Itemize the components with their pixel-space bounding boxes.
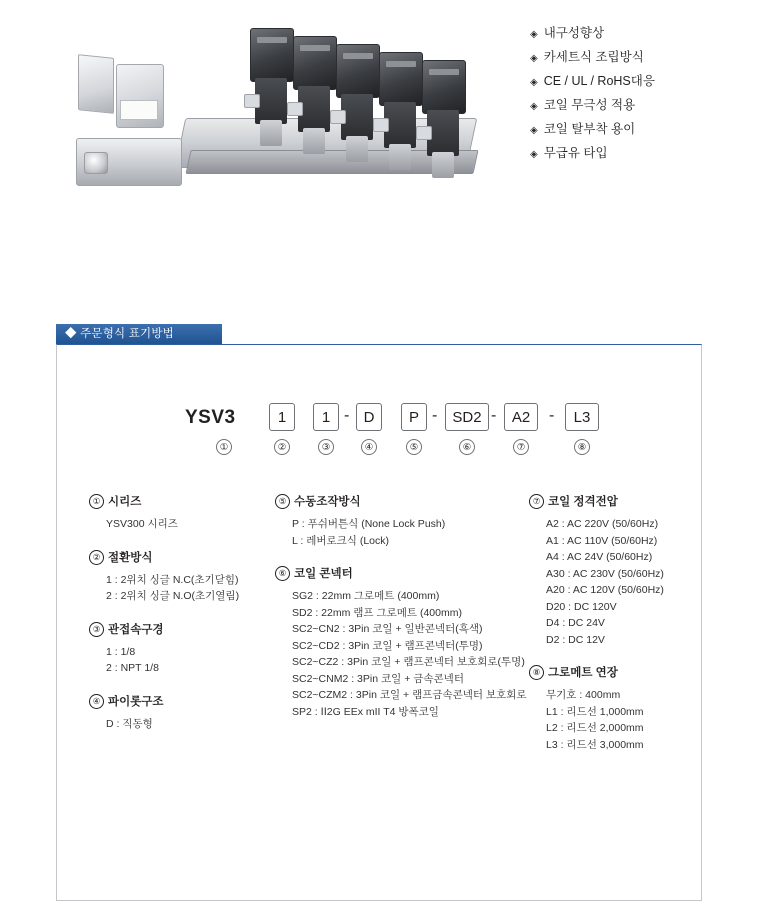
legend-item: P : 푸쉬버튼식 (None Lock Push) [292, 518, 446, 530]
feature-list [530, 22, 730, 166]
feature-item [530, 70, 730, 94]
order-code-box-8[interactable]: L3 [565, 403, 599, 431]
valve-stem [389, 144, 411, 170]
valve-knob [416, 126, 432, 140]
legend-column-2 [275, 493, 525, 736]
legend-group [89, 549, 269, 605]
legend-item: 1 : 1/8 [106, 645, 136, 658]
legend-group-title [529, 493, 709, 509]
legend-group-label: 파이롯구조 [108, 695, 164, 708]
legend-item: L1 : 리드선 1,000mm [546, 705, 644, 718]
valve-unit [250, 28, 292, 148]
product-photo [60, 10, 500, 210]
legend-group-label: 그로메트 연장 [548, 667, 618, 679]
legend-column-1 [89, 493, 269, 748]
legend-item: L2 : 리드선 2,000mm [546, 722, 644, 734]
valve-manifold-illustration [180, 18, 480, 198]
legend-group [275, 565, 525, 720]
legend-group-number: ④ [89, 694, 104, 709]
feature-label: 코일 무극성 적용 [543, 98, 636, 112]
feature-item [530, 142, 730, 166]
legend-group-number: ② [89, 550, 104, 565]
legend-group-title [275, 565, 525, 581]
legend-group-number: ① [89, 494, 104, 509]
legend-item: 무기호 : 400mm [546, 689, 621, 701]
order-code-box-2[interactable]: 1 [269, 403, 295, 431]
valve-coil [293, 36, 337, 90]
diamond-bullet-icon: ◈ [530, 77, 538, 88]
feature-label: 카세트식 조립방식 [543, 50, 644, 64]
order-code-index-8: ⑧ [574, 439, 590, 455]
diamond-bullet-icon: ◈ [530, 53, 538, 64]
feature-label: 내구성향상 [543, 26, 605, 40]
feature-item [530, 22, 730, 46]
order-code-dash: - [491, 407, 497, 424]
order-code-dash: - [549, 407, 555, 424]
valve-coil [336, 44, 380, 98]
section-title: ◆ 주문형식 표기방법 [56, 324, 222, 344]
legend-group [89, 493, 269, 533]
order-code-base: YSV3 [185, 407, 236, 428]
order-code-index-4: ④ [361, 439, 377, 455]
legend-group [89, 621, 269, 677]
valve-port [84, 152, 108, 174]
legend-item: SD2 : 22mm 램프 그로메트 (400mm) [292, 606, 462, 619]
order-code-index-7: ⑦ [513, 439, 529, 455]
order-code-section [56, 324, 702, 901]
legend-group-title [89, 621, 269, 637]
legend-group [275, 493, 525, 549]
legend-group [529, 493, 709, 648]
legend-group-number: ③ [89, 622, 104, 637]
legend-group [89, 693, 269, 733]
order-code-dash: - [344, 407, 350, 424]
legend-item: 1 : 2위치 싱글 N.C(초기닫힘) [106, 573, 239, 586]
single-valve-illustration [70, 52, 190, 192]
feature-label: CE / UL / RoHS대응 [543, 74, 655, 88]
legend-group [529, 664, 709, 753]
legend-item: SG2 : 22mm 그로메트 (400mm) [292, 590, 440, 602]
legend-item: 2 : NPT 1/8 [106, 662, 159, 674]
legend-group-label: 절환방식 [108, 551, 153, 564]
valve-stem [346, 136, 368, 162]
legend-group-title [89, 549, 269, 565]
legend-item: SP2 : ⅠⅠ2G EEx mII T4 방폭코일 [292, 705, 439, 718]
legend-item: SC2~CZ2 : 3Pin 코일 + 램프콘넥터 보호회로(투명) [292, 656, 525, 668]
valve-coil [422, 60, 466, 114]
order-code-index-5: ⑤ [406, 439, 422, 455]
valve-coil [250, 28, 294, 82]
valve-knob [287, 102, 303, 116]
legend-item: SC2~CNM2 : 3Pin 코일 + 금속콘넥터 [292, 672, 464, 685]
legend-item: SC2~CZM2 : 3Pin 코일 + 램프금속콘넥터 보호회로 [292, 689, 527, 701]
legend-group-number: ⑧ [529, 665, 544, 680]
legend-group-title [275, 493, 525, 509]
valve-unit [422, 60, 464, 180]
valve-knob [330, 110, 346, 124]
order-code-dash: - [432, 407, 438, 424]
feature-label: 무급유 타입 [543, 146, 608, 160]
legend-group-title [529, 664, 709, 680]
legend-item: D2 : DC 12V [546, 633, 605, 646]
order-code-box-7[interactable]: A2 [504, 403, 538, 431]
diamond-bullet-icon: ◈ [530, 101, 538, 112]
order-code-row [57, 403, 701, 453]
legend-item: D20 : DC 120V [546, 600, 617, 613]
legend-group-label: 수동조작방식 [294, 496, 361, 508]
valve-unit [336, 44, 378, 164]
valve-stem [260, 120, 282, 146]
feature-item [530, 118, 730, 142]
feature-label: 코일 탈부착 용이 [543, 122, 636, 136]
legend-item: L : 레버로크식 (Lock) [292, 534, 390, 547]
diamond-bullet-icon: ◈ [530, 29, 538, 40]
feature-item [530, 46, 730, 70]
legend-item: A2 : AC 220V (50/60Hz) [546, 518, 659, 530]
valve-coil [379, 52, 423, 106]
order-code-box-5[interactable]: P [401, 403, 427, 431]
diamond-bullet-icon: ◈ [530, 149, 538, 160]
legend-item: SC2~CN2 : 3Pin 코일 + 일반콘넥터(흑색) [292, 623, 483, 635]
order-code-index-3: ③ [318, 439, 334, 455]
legend-group-label: 코일 콘넥터 [294, 568, 353, 580]
valve-nameplate [120, 100, 158, 120]
valve-unit [293, 36, 335, 156]
valve-stem [303, 128, 325, 154]
legend-item: A30 : AC 230V (50/60Hz) [546, 567, 664, 580]
valve-knob [244, 94, 260, 108]
legend-item: YSV300 시리즈 [106, 518, 178, 530]
valve-knob [373, 118, 389, 132]
legend-group-label: 시리즈 [108, 496, 142, 508]
legend-item: A4 : AC 24V (50/60Hz) [546, 551, 653, 563]
legend-item: 2 : 2위치 싱글 N.O(초기열림) [106, 590, 240, 602]
legend-group-number: ⑥ [275, 566, 290, 581]
legend-group-title [89, 693, 269, 709]
legend-group-label: 코일 정격전압 [548, 496, 618, 508]
product-photo-section [0, 0, 758, 300]
order-code-box-3[interactable]: 1 [313, 403, 339, 431]
legend-item: SC2~CD2 : 3Pin 코일 + 램프콘넥터(투명) [292, 639, 483, 652]
section-body [56, 344, 702, 901]
legend-item: D : 직동형 [106, 717, 153, 730]
legend-group-number: ⑦ [529, 494, 544, 509]
legend-item: D4 : DC 24V [546, 617, 605, 629]
legend-item: A20 : AC 120V (50/60Hz) [546, 584, 664, 596]
legend-group-number: ⑤ [275, 494, 290, 509]
legend-item: L3 : 리드선 3,000mm [546, 738, 644, 751]
order-code-index-6: ⑥ [459, 439, 475, 455]
valve-connector [78, 54, 114, 114]
legend-item: A1 : AC 110V (50/60Hz) [546, 534, 658, 547]
order-code-box-6[interactable]: SD2 [445, 403, 489, 431]
diamond-bullet-icon: ◈ [530, 125, 538, 136]
order-code-box-4[interactable]: D [356, 403, 382, 431]
valve-stem [432, 152, 454, 178]
feature-item [530, 94, 730, 118]
legend-group-title [89, 493, 269, 509]
order-code-index-2: ② [274, 439, 290, 455]
order-code-index-1: ① [216, 439, 232, 455]
legend-column-3 [529, 493, 709, 769]
legend-group-label: 관접속구경 [108, 623, 164, 636]
valve-unit [379, 52, 421, 172]
